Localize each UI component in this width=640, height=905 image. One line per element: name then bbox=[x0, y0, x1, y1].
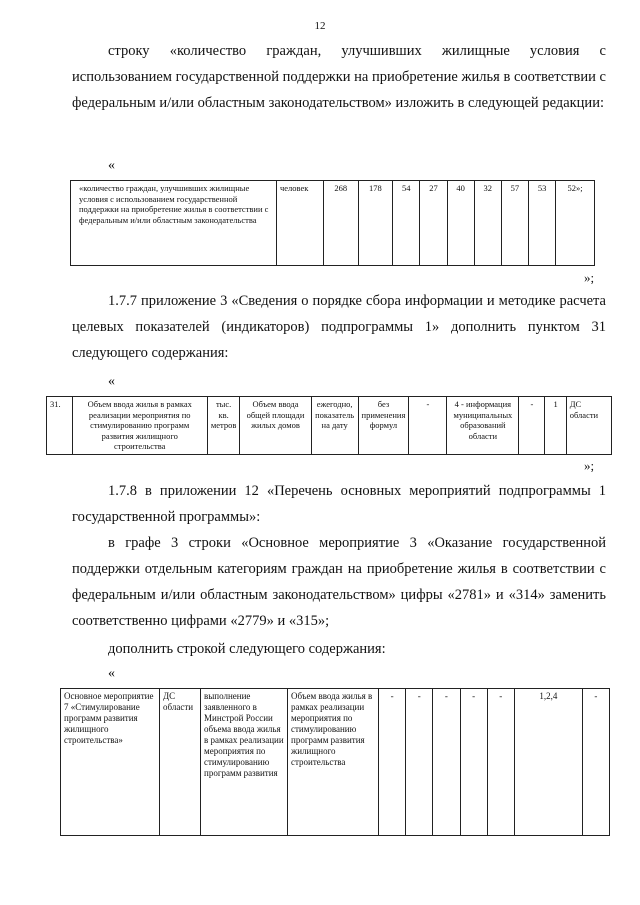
formula-cell: без применения формул bbox=[358, 397, 409, 455]
indicator-table-row bbox=[70, 180, 595, 266]
result-cell: выполнение заявленного в Минстрой России объема ввода жилья в рамках реализации мероприятия по стимулированию программ развития bbox=[201, 689, 288, 836]
value-cell: 40 bbox=[447, 181, 474, 266]
page-number: 12 bbox=[314, 20, 326, 32]
unit-cell: тыс. кв. метров bbox=[207, 397, 239, 455]
paragraph-add-row: дополнить строкой следующего содержания: bbox=[108, 641, 386, 657]
value-cell: 32 bbox=[474, 181, 501, 266]
dash-cell: - bbox=[460, 689, 487, 836]
code-cell: 1 bbox=[545, 397, 566, 455]
dash-cell: - bbox=[582, 689, 609, 836]
paragraph-1-7-8: 1.7.8 в приложении 12 «Перечень основных мероприятий подпрограммы 1 государственной программы»: bbox=[72, 483, 606, 525]
value-cell: 54 bbox=[393, 181, 420, 266]
paragraph-1-7-7: 1.7.7 приложение 3 «Сведения о порядке сбора информации и методике расчета целевых показателей (индикаторов) подпрограммы 1» дополнить пунктом 31 следующего содержания: bbox=[72, 293, 606, 361]
activity-table-row bbox=[60, 688, 610, 836]
paragraph-replace-figures: в графе 3 строки «Основное мероприятие 3 «Оказание государственной поддержки отдельным категориям граждан на приобретение жилья в соответствии с федеральным и/или областным законодательством» цифры «2781» и «314» заменить соответственно цифрами «2779» и «315»; bbox=[72, 535, 606, 629]
open-quote: « bbox=[108, 666, 115, 681]
open-quote: « bbox=[108, 158, 115, 173]
close-quote: »; bbox=[584, 270, 595, 285]
responsible-cell: ДС области bbox=[566, 397, 611, 455]
close-quote: »; bbox=[584, 458, 595, 473]
indicator-link-cell: Объем ввода жилья в рамках реализации мероприятия по стимулированию программ развития жилищного строительства bbox=[288, 689, 379, 836]
executor-cell: ДС области bbox=[160, 689, 201, 836]
source-cell: 4 - информация муниципальных образований области bbox=[447, 397, 519, 455]
indicator-name-cell: «количество граждан, улучшивших жилищные условия с использованием государственной поддержки на приобретение жилья в соответствии с федеральным и/или областным законодательства bbox=[71, 181, 277, 266]
value-cell: 268 bbox=[324, 181, 359, 266]
activity-name-cell: Основное мероприятие 7 «Стимулирование программ развития жилищного строительства» bbox=[61, 689, 160, 836]
dash-cell: - bbox=[379, 689, 406, 836]
dash-cell: - bbox=[409, 397, 447, 455]
dash-cell: - bbox=[487, 689, 514, 836]
indicator-name-cell: Объем ввода жилья в рамках реализации мероприятия по стимулированию программ развития жилищного строительства bbox=[72, 397, 207, 455]
value-cell: 52»; bbox=[556, 181, 595, 266]
indicators-cell: 1,2,4 bbox=[514, 689, 582, 836]
unit-cell: человек bbox=[277, 181, 324, 266]
dash-cell: - bbox=[406, 689, 433, 836]
value-cell: 27 bbox=[420, 181, 447, 266]
paragraph-intro: строку «количество граждан, улучшивших жилищные условия с использованием государственной поддержки на приобретение жилья в соответствии с федеральным и/или областным законодательством» изложить в следующей редакции: bbox=[72, 43, 606, 111]
open-quote: « bbox=[108, 374, 115, 389]
method-table-row bbox=[46, 396, 612, 455]
value-cell: 57 bbox=[501, 181, 528, 266]
value-cell: 178 bbox=[358, 181, 393, 266]
definition-cell: Объем ввода общей площади жилых домов bbox=[240, 397, 311, 455]
dash-cell: - bbox=[519, 397, 545, 455]
dash-cell: - bbox=[433, 689, 460, 836]
row-number-cell: 31. bbox=[47, 397, 73, 455]
periodicity-cell: ежегодно, показатель на дату bbox=[311, 397, 358, 455]
value-cell: 53 bbox=[529, 181, 556, 266]
